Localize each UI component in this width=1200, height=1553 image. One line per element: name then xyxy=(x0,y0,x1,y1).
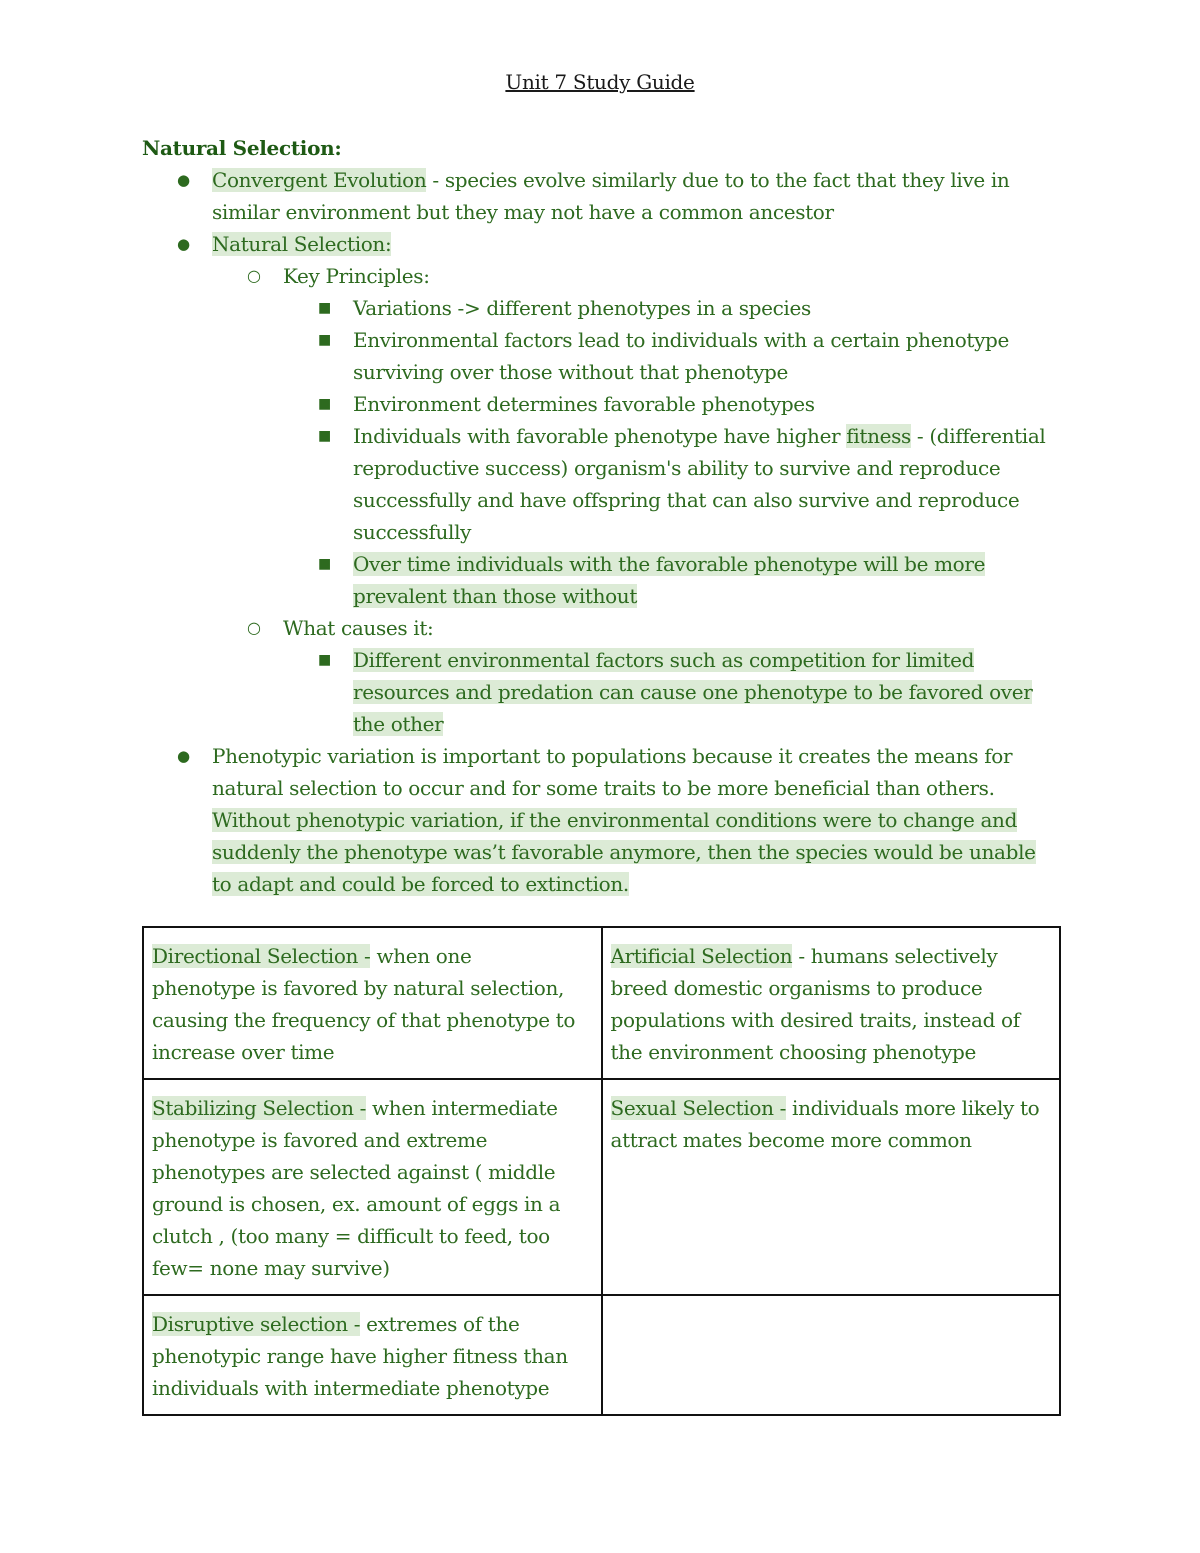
list-item-text: Natural Selection: xyxy=(212,232,392,256)
list-item-text: Without phenotypic variation, if the environmental conditions were to change and xyxy=(212,808,1018,832)
table-row xyxy=(143,1295,1060,1415)
cell-text: ground is chosen, ex. amount of eggs in a xyxy=(152,1192,561,1216)
list-item-text: Individuals with favorable phenotype have higher xyxy=(353,424,847,448)
list-item-text: successfully and have offspring that can also survive and reproduce xyxy=(353,488,1020,512)
list-item-continuation xyxy=(0,772,1200,804)
list-item-environment-determines xyxy=(0,388,1200,420)
list-item-text: Over time individuals with the favorable phenotype will be more xyxy=(353,552,986,576)
list-item-text: Environmental factors lead to individuals with a certain phenotype xyxy=(353,328,1009,352)
list-item-text: Phenotypic variation is important to populations because it creates the means for xyxy=(212,744,1013,768)
table-cell-directional xyxy=(143,927,602,1079)
term-disruptive-selection: Disruptive selection - xyxy=(152,1312,361,1336)
page-title: Unit 7 Study Guide xyxy=(505,70,695,94)
bullet-square-icon: ■ xyxy=(318,556,331,572)
list-item-what-causes xyxy=(0,612,1200,644)
cell-text: phenotypic range have higher fitness than xyxy=(152,1344,568,1368)
list-item-continuation xyxy=(0,580,1200,612)
list-item-text: natural selection to occur and for some traits to be more beneficial than others. xyxy=(212,776,995,800)
bullet-square-icon: ■ xyxy=(318,652,331,668)
cell-text: when one xyxy=(370,944,472,968)
list-item-continuation xyxy=(0,708,1200,740)
list-item-causes-detail xyxy=(0,644,1200,676)
table-cell-empty xyxy=(602,1295,1061,1415)
term-directional-selection: Directional Selection - xyxy=(152,944,371,968)
section-heading: Natural Selection: xyxy=(142,136,342,160)
list-item-text: Different environmental factors such as competition for limited xyxy=(353,648,975,672)
list-item-convergent xyxy=(0,164,1200,196)
bullet-circle-icon: ○ xyxy=(247,266,261,285)
table-cell-disruptive xyxy=(143,1295,602,1415)
list-item-text: the other xyxy=(353,712,444,736)
term-sexual-selection: Sexual Selection - xyxy=(610,1096,787,1120)
bullet-disc-icon: ● xyxy=(177,747,190,765)
cell-text: individuals more likely to xyxy=(786,1096,1040,1120)
list-item-continuation xyxy=(0,676,1200,708)
list-item-continuation xyxy=(0,196,1200,228)
list-item-over-time xyxy=(0,548,1200,580)
list-item-continuation xyxy=(0,804,1200,836)
list-item-text: - (differential xyxy=(910,424,1046,448)
cell-text: - humans selectively xyxy=(792,944,998,968)
list-item-continuation xyxy=(0,836,1200,868)
list-item-fitness xyxy=(0,420,1200,452)
cell-text: phenotype is favored and extreme xyxy=(152,1128,488,1152)
table-cell-artificial xyxy=(602,927,1061,1079)
list-item-text: Key Principles: xyxy=(283,264,430,288)
list-item-text: to adapt and could be forced to extinction. xyxy=(212,872,629,896)
table-cell-sexual xyxy=(602,1079,1061,1295)
cell-text: the environment choosing phenotype xyxy=(610,1040,976,1064)
list-item-text: Variations -> different phenotypes in a species xyxy=(353,296,811,320)
list-item-text: prevalent than those without xyxy=(353,584,638,608)
list-item-text: resources and predation can cause one phenotype to be favored over xyxy=(353,680,1033,704)
bullet-list xyxy=(0,164,1200,900)
list-item-environmental-factors xyxy=(0,324,1200,356)
bullet-disc-icon: ● xyxy=(177,235,190,253)
list-item-natural-selection xyxy=(0,228,1200,260)
selection-types-table xyxy=(142,926,1061,1416)
cell-text: breed domestic organisms to produce xyxy=(610,976,983,1000)
term-fitness: fitness xyxy=(846,424,911,448)
bullet-disc-icon: ● xyxy=(177,171,190,189)
cell-text: extremes of the xyxy=(360,1312,520,1336)
list-item-continuation xyxy=(0,356,1200,388)
cell-text: few= none may survive) xyxy=(152,1256,390,1280)
list-item-text: What causes it: xyxy=(283,616,434,640)
term-convergent-evolution: Convergent Evolution xyxy=(212,168,427,192)
bullet-square-icon: ■ xyxy=(318,428,331,444)
list-item-text: similar environment but they may not have a common ancestor xyxy=(212,200,834,224)
term-stabilizing-selection: Stabilizing Selection - xyxy=(152,1096,367,1120)
list-item-text: successfully xyxy=(353,520,472,544)
cell-text: clutch , (too many = difficult to feed, too xyxy=(152,1224,550,1248)
cell-text: phenotypes are selected against ( middle xyxy=(152,1160,556,1184)
cell-text: phenotype is favored by natural selection, xyxy=(152,976,564,1000)
cell-text: individuals with intermediate phenotype xyxy=(152,1376,550,1400)
list-item-text: Environment determines favorable phenotypes xyxy=(353,392,815,416)
list-item-text: suddenly the phenotype was’t favorable anymore, then the species would be unable xyxy=(212,840,1036,864)
term-artificial-selection: Artificial Selection xyxy=(610,944,793,968)
list-item-phenotypic-variation xyxy=(0,740,1200,772)
bullet-circle-icon: ○ xyxy=(247,618,261,637)
list-item-text: reproductive success) organism's ability to survive and reproduce xyxy=(353,456,1001,480)
cell-text: increase over time xyxy=(152,1040,335,1064)
table-row xyxy=(143,927,1060,1079)
list-item-continuation xyxy=(0,452,1200,484)
list-item-continuation xyxy=(0,868,1200,900)
cell-text: when intermediate xyxy=(366,1096,558,1120)
bullet-square-icon: ■ xyxy=(318,300,331,316)
list-item-variations xyxy=(0,292,1200,324)
cell-text: attract mates become more common xyxy=(610,1128,972,1152)
list-item-text: - species evolve similarly due to to the fact that they live in xyxy=(426,168,1010,192)
table-cell-stabilizing xyxy=(143,1079,602,1295)
list-item-key-principles xyxy=(0,260,1200,292)
table-row xyxy=(143,1079,1060,1295)
list-item-continuation xyxy=(0,516,1200,548)
list-item-continuation xyxy=(0,484,1200,516)
bullet-square-icon: ■ xyxy=(318,332,331,348)
cell-text: causing the frequency of that phenotype to xyxy=(152,1008,576,1032)
cell-text: populations with desired traits, instead of xyxy=(610,1008,1020,1032)
bullet-square-icon: ■ xyxy=(318,396,331,412)
list-item-text: surviving over those without that phenotype xyxy=(353,360,788,384)
